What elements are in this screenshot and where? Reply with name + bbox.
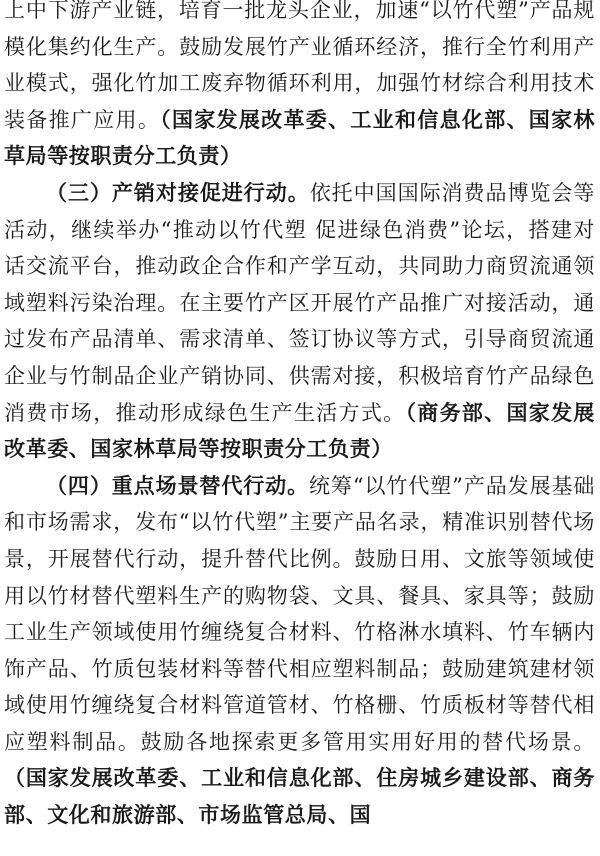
paragraph-industry-chain bbox=[4, 0, 595, 175]
paragraph-body: 依托中国国际消费品博览会等活动，继续举办“推动以竹代塑 促进绿色消费”论坛，搭建对话交流平台，推动政企合作和产学互动，共同助力商贸流通领域塑料污染治理。在主要竹产区开展竹产品推广对接活动，通过发布产品清单、需求清单、签订协议等方式，引导商贸流通企业与竹制品企业产销协同、供需对接，积极培育竹产品绿色消费市场，推动形成绿色生产生活方式。 bbox=[4, 180, 595, 425]
responsibility-note: （国家发展改革委、工业和信息化部、住房城乡建设部、商务部、文化和旅游部、市场监管总局、国 bbox=[4, 766, 595, 828]
paragraph-scene-replacement bbox=[4, 468, 595, 834]
paragraph-sales-matching bbox=[4, 175, 595, 468]
section-heading: （三）产销对接促进行动。 bbox=[46, 180, 310, 205]
responsibility-note: （商务部、国家发展改革委、国家林草局等按职责分工负责） bbox=[4, 400, 595, 462]
paragraph-body: 上中下游产业链，培育一批龙头企业，加速“以竹代塑”产品规模化集约化生产。鼓励发展竹产业循环经济，推行全竹利用产业模式，强化竹加工废弃物循环利用，加强竹材综合利用技术装备推广应用。 bbox=[4, 0, 595, 132]
responsibility-note: （国家发展改革委、工业和信息化部、国家林草局等按职责分工负责） bbox=[4, 107, 596, 169]
paragraph-body: 统筹“以竹代塑”产品发展基础和市场需求，发布“以竹代塑”主要产品名录，精准识别替代场景，开展替代行动，提升替代比例。鼓励日用、文旅等领域使用以竹材替代塑料生产的购物袋、文具、餐具、家具等；鼓励工业生产领域使用竹缠绕复合材料、竹格淋水填料、竹车辆内饰产品、竹质包装材料等替代相应塑料制品；鼓励建筑建材领域使用竹缠绕复合材料管道管材、竹格栅、竹质板材等替代相应塑料制品。鼓励各地探索更多管用实用好用的替代场景。 bbox=[4, 473, 596, 754]
section-heading: （四）重点场景替代行动。 bbox=[46, 473, 310, 498]
